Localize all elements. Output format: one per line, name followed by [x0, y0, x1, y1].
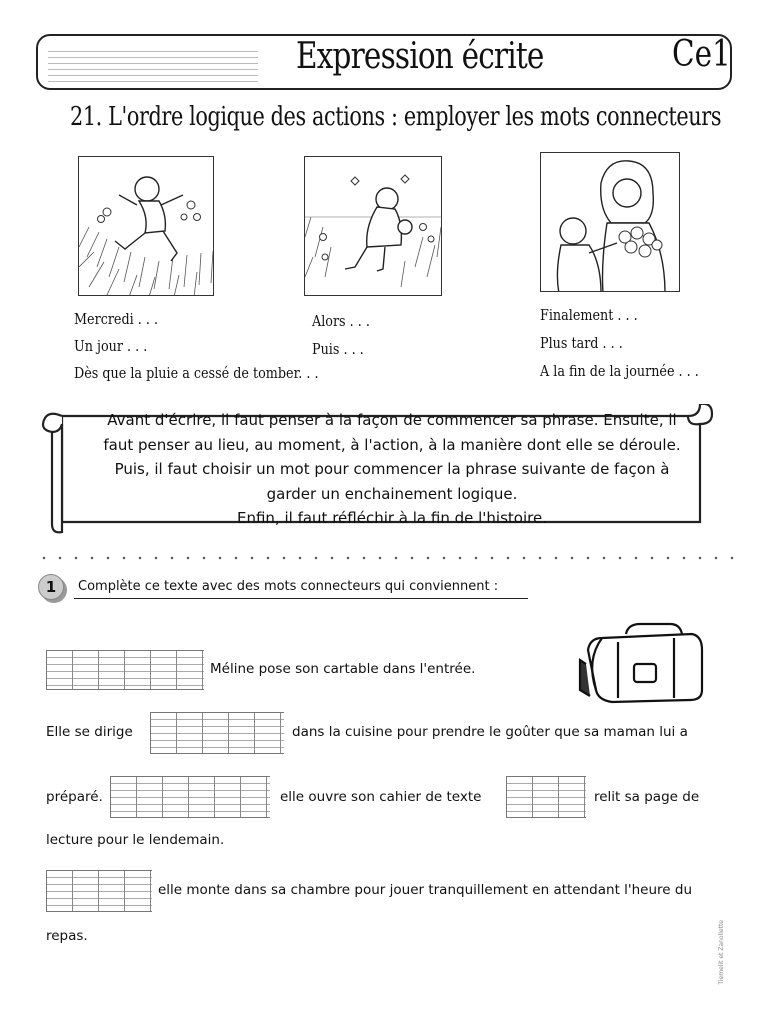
exercise-text: relit sa page de: [594, 789, 700, 805]
instruction-underline: [74, 598, 528, 599]
advice-line: Puis, il faut choisir un mot pour commencer la phrase suivante de façon à: [114, 460, 670, 478]
connector-word: Plus tard . . .: [540, 334, 623, 352]
connector-word: A la fin de la journée . . .: [540, 362, 699, 380]
banner-ruled-lines: [48, 46, 258, 82]
illustration-picking-flowers: [304, 156, 442, 296]
connector-word: Puis . . .: [312, 340, 364, 358]
answer-grid[interactable]: [150, 712, 284, 754]
level-label: Ce1: [672, 34, 731, 75]
answer-grid[interactable]: [110, 776, 270, 818]
dotted-separator: [36, 556, 736, 560]
exercise-text: elle ouvre son cahier de texte: [280, 789, 482, 805]
exercise-text: Méline pose son cartable dans l'entrée.: [210, 661, 476, 677]
page-title: Expression écrite: [296, 36, 544, 77]
exercise-text: repas.: [46, 928, 88, 944]
answer-grid[interactable]: [46, 650, 204, 690]
illustration-mother-hug: [540, 152, 680, 292]
advice-text: [62, 408, 722, 531]
lesson-subtitle: 21. L'ordre logique des actions : employer les mots connecteurs: [70, 102, 722, 132]
exercise-text: préparé.: [46, 789, 103, 805]
advice-line: Avant d'écrire, il faut penser à la façon de commencer sa phrase. Ensuite, il: [107, 411, 677, 429]
connector-word: Finalement . . .: [540, 306, 638, 324]
advice-line: faut penser au lieu, au moment, à l'action, à la manière dont elle se déroule.: [103, 435, 681, 454]
exercise-text: elle monte dans sa chambre pour jouer tranquillement en attendant l'heure du: [158, 882, 693, 898]
exercise-text: lecture pour le lendemain.: [46, 832, 225, 848]
exercise-instruction: Complète ce texte avec des mots connecteurs qui conviennent :: [78, 579, 499, 594]
exercise-number-badge: 1: [38, 574, 64, 600]
exercise-text: dans la cuisine pour prendre le goûter que sa maman lui a: [292, 724, 688, 740]
schoolbag-icon: [578, 620, 708, 704]
answer-grid[interactable]: [46, 870, 152, 912]
connector-word: Mercredi . . .: [74, 310, 159, 328]
connector-word: Dès que la pluie a cessé de tomber. . .: [74, 364, 319, 382]
illustration-running-child: [78, 156, 214, 296]
answer-grid[interactable]: [506, 776, 586, 818]
advice-line: Enfin, il faut réfléchir à la fin de l'histoire.: [237, 509, 547, 527]
advice-line: garder un enchainement logique.: [266, 484, 518, 503]
author-credit: Tiemelit et Zanollette: [718, 920, 725, 985]
exercise-text: Elle se dirige: [46, 724, 133, 740]
connector-word: Un jour . . .: [74, 337, 148, 355]
connector-word: Alors . . .: [312, 312, 370, 330]
